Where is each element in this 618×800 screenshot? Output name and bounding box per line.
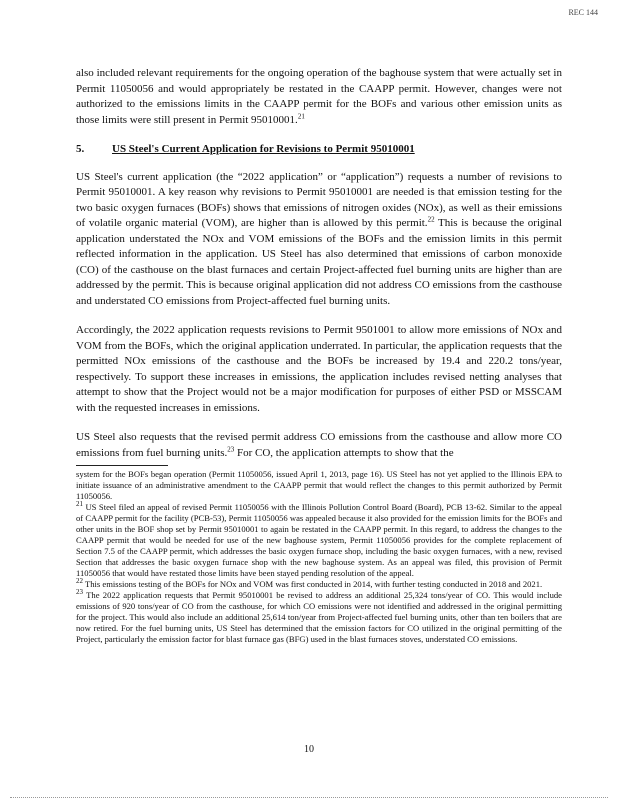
section-heading	[76, 142, 562, 158]
footnote-22	[76, 579, 562, 590]
footnote-number: 21	[76, 500, 83, 509]
footnote-ref-21: 21	[297, 111, 305, 120]
paragraph-accordingly: Accordingly, the 2022 application requests revisions to Permit 9501001 to allow more emissions of NOx and VOM from the BOFs, which the original application underrated. In particular, the application requests that the permitted NOx emissions of the casthouse and the BOFs be increased by 19.4 and 220.2 tons/year, respectively. To support these increases in emissions, the application includes revised netting analyses that attempt to show that the Project would not be a major modification for purposes of either PSD or MSSCAM with the requested increases in emissions.	[76, 324, 562, 414]
paragraph-text: US Steel's current application (the “2022 application” or “application”) requests a number of revisions to Permit 95010001. A key reason why revisions to Permit 95010001 are needed is that emission testing for the two basic oxygen furnaces (BOFs) shows that emissions of nitrogen oxides (NOx), as well as their emissions of volatile organic material (VOM), are higher than is allowed by this permit.	[76, 170, 562, 229]
footnote-number: 22	[76, 577, 83, 586]
paragraph-text: For CO, the application attempts to show that the	[234, 446, 454, 459]
document-body	[76, 66, 562, 645]
section-title: US Steel's Current Application for Revisions to Permit 95010001	[112, 143, 415, 155]
footnote-number: 23	[76, 588, 83, 597]
footnote-ref-23: 23	[227, 444, 235, 453]
paragraph-application	[76, 170, 562, 310]
paragraph-text: also included relevant requirements for the ongoing operation of the baghouse system that were actually set in Permit 11050056 and would appropriately be restated in the CAAPP permit. However, changes were not authorized to the emissions limits in the CAAPP permit for the BOFs and various other emission units as those limits were still present in Permit 95010001.	[76, 67, 562, 126]
footnote-23	[76, 590, 562, 645]
footnote-ref-22: 22	[427, 215, 435, 224]
footnote-separator	[76, 465, 168, 466]
paragraph-co-request	[76, 430, 562, 461]
paragraph-text: US Steel also requests that the revised permit address CO emissions from the casthouse and allow more CO emissions from fuel burning units.	[76, 431, 562, 459]
footer-divider	[10, 797, 608, 798]
footnote-text: This emissions testing of the BOFs for NOx and VOM was first conducted in 2014, with further testing conducted in 2018 and 2021.	[83, 579, 543, 589]
footnote-continued: system for the BOFs began operation (Permit 11050056, issued April 1, 2013, page 16). US Steel has not yet applied to the Illinois EPA to initiate issuance of an administrative amendment to the CAAPP permit that would reflect the changes to this permit authorized by Permit 11050056.	[76, 469, 562, 501]
footnote-text: The 2022 application requests that Permit 95010001 be revised to address an additional 25,324 tons/year of CO. This would include emissions of 920 tons/year of CO from the casthouse, for which CO emissions were not identified and addressed in the original permitting for the project. This would also include an additional 25,614 ton/year from Project-affected fuel burning units, other than ten boilers that are now retired. For the fuel burning units, US Steel has determined that the emission factors for CO utilized in the original permitting of the Project, particularly the emission factor for blast furnace gas (BFG) used in the blast furnaces stoves, understated CO emissions.	[76, 590, 562, 644]
page-number: 10	[304, 744, 314, 755]
paragraph-continued	[76, 66, 562, 128]
footnote-21	[76, 502, 562, 579]
section-number: 5.	[76, 143, 85, 155]
footnote-text: US Steel filed an appeal of revised Permit 11050056 with the Illinois Pollution Control Board (Board), PCB 13-62. Similar to the appeal of CAAPP permit for the facility (PCB-53), Permit 11050056 was appealed because it also provided for the emission limits for the BOFs and other units in the BOF shop set by Permit 95010001 to again be restated in the CAAPP permit. In this regard, to address the changes to the CAAPP permit that would be needed for use of the new baghouse system, Permit 11050056 provides for the complete replacement of Section 7.5 of the CAAPP permit, which addresses the basic oxygen furnace shop, including the basic oxygen furnaces, with a new, revised Section that addresses the basic oxygen furnace shop with the new baghouse system. As an appeal was filed, this provision of Permit 11050056 that would have restated those limits have been stayed pending resolution of the appeal.	[76, 502, 562, 578]
paragraph-text: This is because the original application understated the NOx and VOM emissions of the BOFs and the emission limits in this permit reflected information in the application. US Steel has also determined that emissions of carbon monoxide (CO) of the casthouse on the blast furnaces and certain Project-affected fuel burning units are higher than are addressed by the permit. This is because original application did not address CO emissions from the casthouse and understated CO emissions from Project-affected fuel burning units.	[76, 217, 562, 307]
page-identifier: REC 144	[568, 8, 598, 17]
